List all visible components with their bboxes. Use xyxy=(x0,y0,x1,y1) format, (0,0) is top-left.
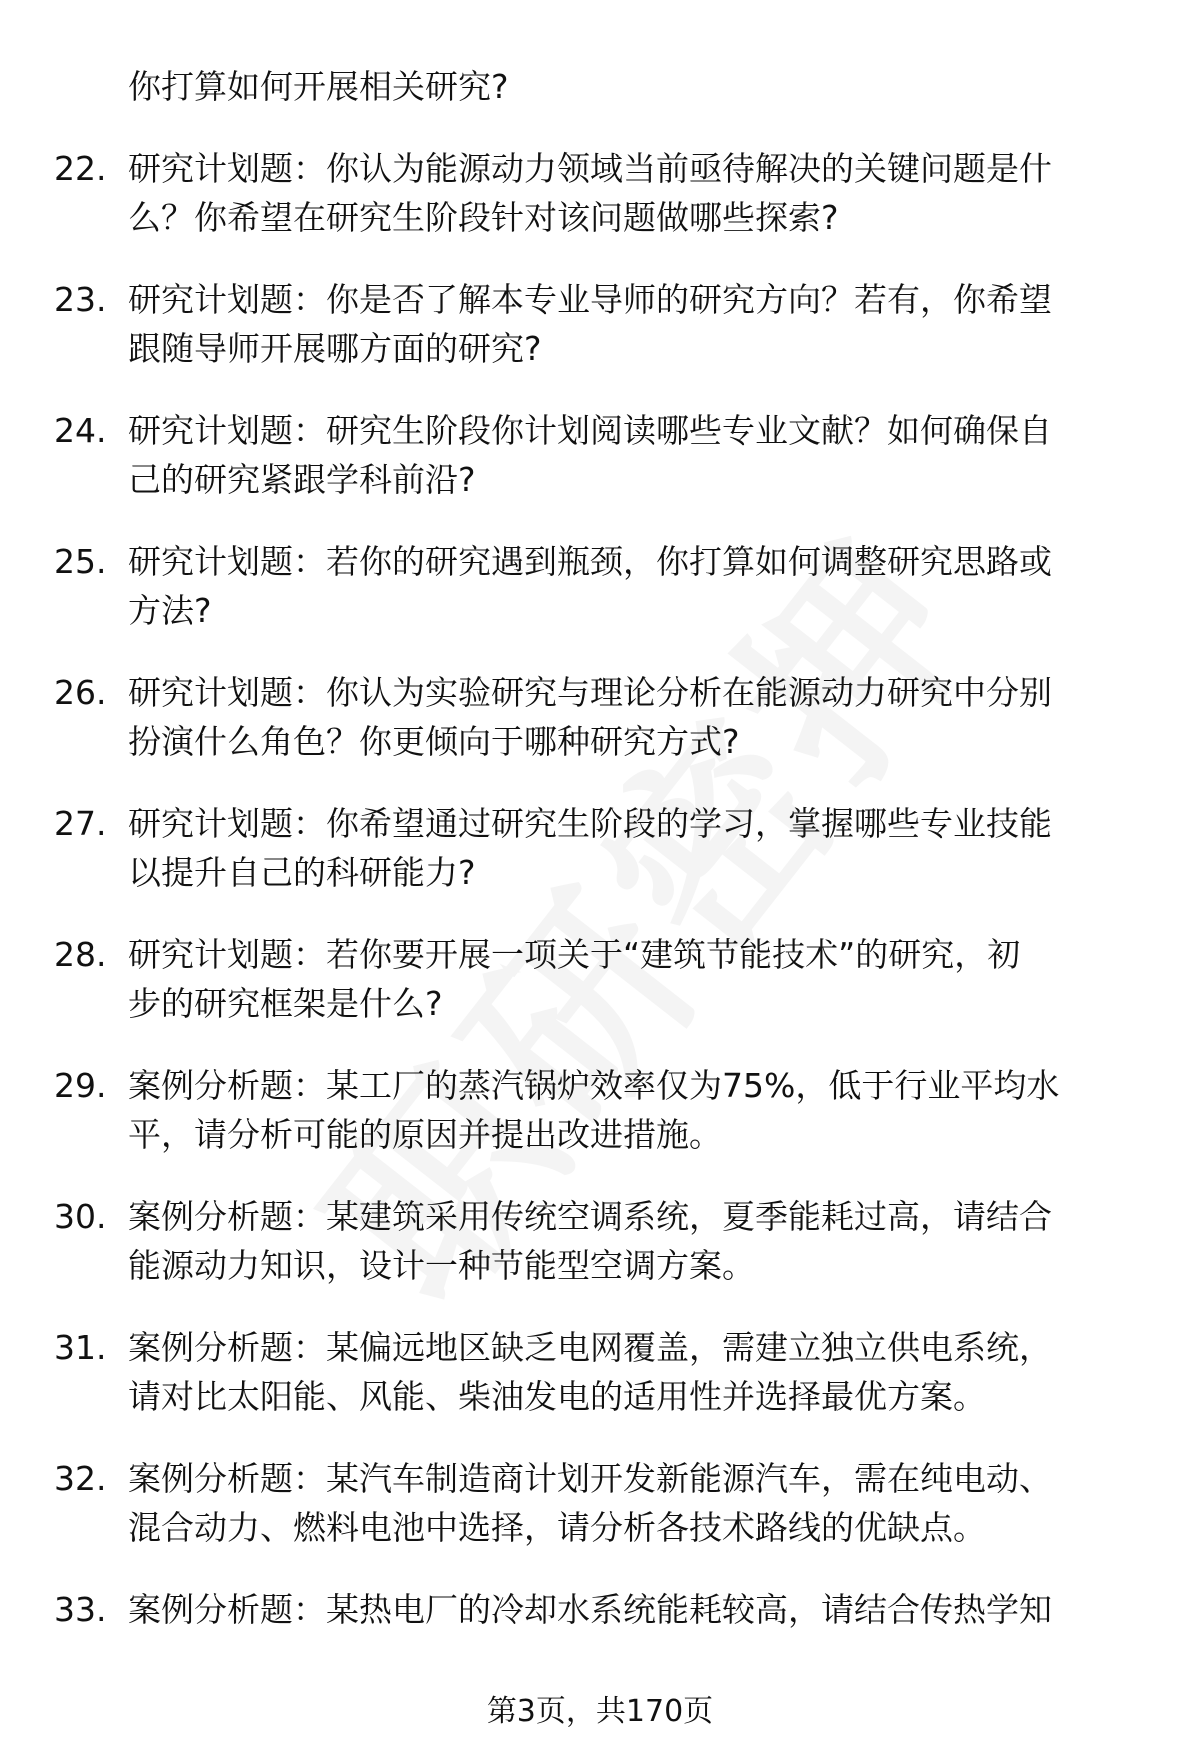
question-list xyxy=(0,144,1200,1716)
question-item-28 xyxy=(0,930,1200,1061)
question-line: 平，请分析可能的原因并提出改进措施。 xyxy=(128,1115,722,1154)
question-line: 案例分析题：某热电厂的冷却水系统能耗较高，请结合传热学知 xyxy=(128,1590,1052,1629)
question-text xyxy=(128,668,1138,766)
question-line: 研究计划题：你是否了解本专业导师的研究方向？若有，你希望 xyxy=(128,280,1052,319)
question-number: 28. xyxy=(54,935,107,974)
question-line: 研究计划题：你认为能源动力领域当前亟待解决的关键问题是什 xyxy=(128,149,1052,188)
question-text xyxy=(128,1061,1138,1159)
continuation-text: 你打算如何开展相关研究? xyxy=(128,67,509,106)
question-line: 能源动力知识，设计一种节能型空调方案。 xyxy=(128,1246,755,1285)
question-text xyxy=(128,1585,1138,1634)
question-item-29 xyxy=(0,1061,1200,1192)
question-line: 案例分析题：某建筑采用传统空调系统，夏季能耗过高，请结合 xyxy=(128,1197,1052,1236)
question-line: 研究计划题：研究生阶段你计划阅读哪些专业文献？如何确保自 xyxy=(128,411,1052,450)
question-number: 32. xyxy=(54,1459,107,1498)
question-number: 31. xyxy=(54,1328,107,1367)
question-text xyxy=(128,144,1138,242)
question-item-22 xyxy=(0,144,1200,275)
question-number: 27. xyxy=(54,804,107,843)
question-line: 己的研究紧跟学科前沿? xyxy=(128,460,476,499)
question-item-25 xyxy=(0,537,1200,668)
question-number: 30. xyxy=(54,1197,107,1236)
page-footer: 第3页，共170页 xyxy=(486,1694,714,1729)
question-line: 以提升自己的科研能力? xyxy=(128,853,476,892)
question-line: 研究计划题：你认为实验研究与理论分析在能源动力研究中分别 xyxy=(128,673,1052,712)
question-number: 22. xyxy=(54,149,107,188)
question-item-32 xyxy=(0,1454,1200,1585)
question-item-30 xyxy=(0,1192,1200,1323)
question-line: 么？你希望在研究生阶段针对该问题做哪些探索? xyxy=(128,198,839,237)
question-item-23 xyxy=(0,275,1200,406)
question-line: 跟随导师开展哪方面的研究? xyxy=(128,329,542,368)
question-number: 25. xyxy=(54,542,107,581)
question-line: 案例分析题：某工厂的蒸汽锅炉效率仅为75%，低于行业平均水 xyxy=(128,1066,1060,1105)
question-number: 29. xyxy=(54,1066,107,1105)
question-line: 研究计划题：若你的研究遇到瓶颈，你打算如何调整研究思路或 xyxy=(128,542,1052,581)
question-number: 33. xyxy=(54,1590,107,1629)
question-number: 24. xyxy=(54,411,107,450)
question-line: 案例分析题：某偏远地区缺乏电网覆盖，需建立独立供电系统， xyxy=(128,1328,1052,1367)
question-text xyxy=(128,275,1138,373)
question-line: 研究计划题：你希望通过研究生阶段的学习，掌握哪些专业技能 xyxy=(128,804,1052,843)
question-line: 方法? xyxy=(128,591,212,630)
question-text xyxy=(128,799,1138,897)
question-item-31 xyxy=(0,1323,1200,1454)
question-text xyxy=(128,1323,1138,1421)
question-item-26 xyxy=(0,668,1200,799)
question-line: 混合动力、燃料电池中选择，请分析各技术路线的优缺点。 xyxy=(128,1508,986,1547)
question-text xyxy=(128,406,1138,504)
question-number: 26. xyxy=(54,673,107,712)
question-text xyxy=(128,1454,1138,1552)
question-line: 请对比太阳能、风能、柴油发电的适用性并选择最优方案。 xyxy=(128,1377,986,1416)
question-item-27 xyxy=(0,799,1200,930)
question-item-24 xyxy=(0,406,1200,537)
question-text xyxy=(128,1192,1138,1290)
question-text xyxy=(128,537,1138,635)
question-line: 扮演什么角色？你更倾向于哪种研究方式? xyxy=(128,722,740,761)
question-number: 23. xyxy=(54,280,107,319)
question-line: 研究计划题：若你要开展一项关于“建筑节能技术”的研究，初 xyxy=(128,935,1021,974)
question-text xyxy=(128,930,1138,1028)
question-line: 步的研究框架是什么? xyxy=(128,984,443,1023)
question-line: 案例分析题：某汽车制造商计划开发新能源汽车，需在纯电动、 xyxy=(128,1459,1052,1498)
